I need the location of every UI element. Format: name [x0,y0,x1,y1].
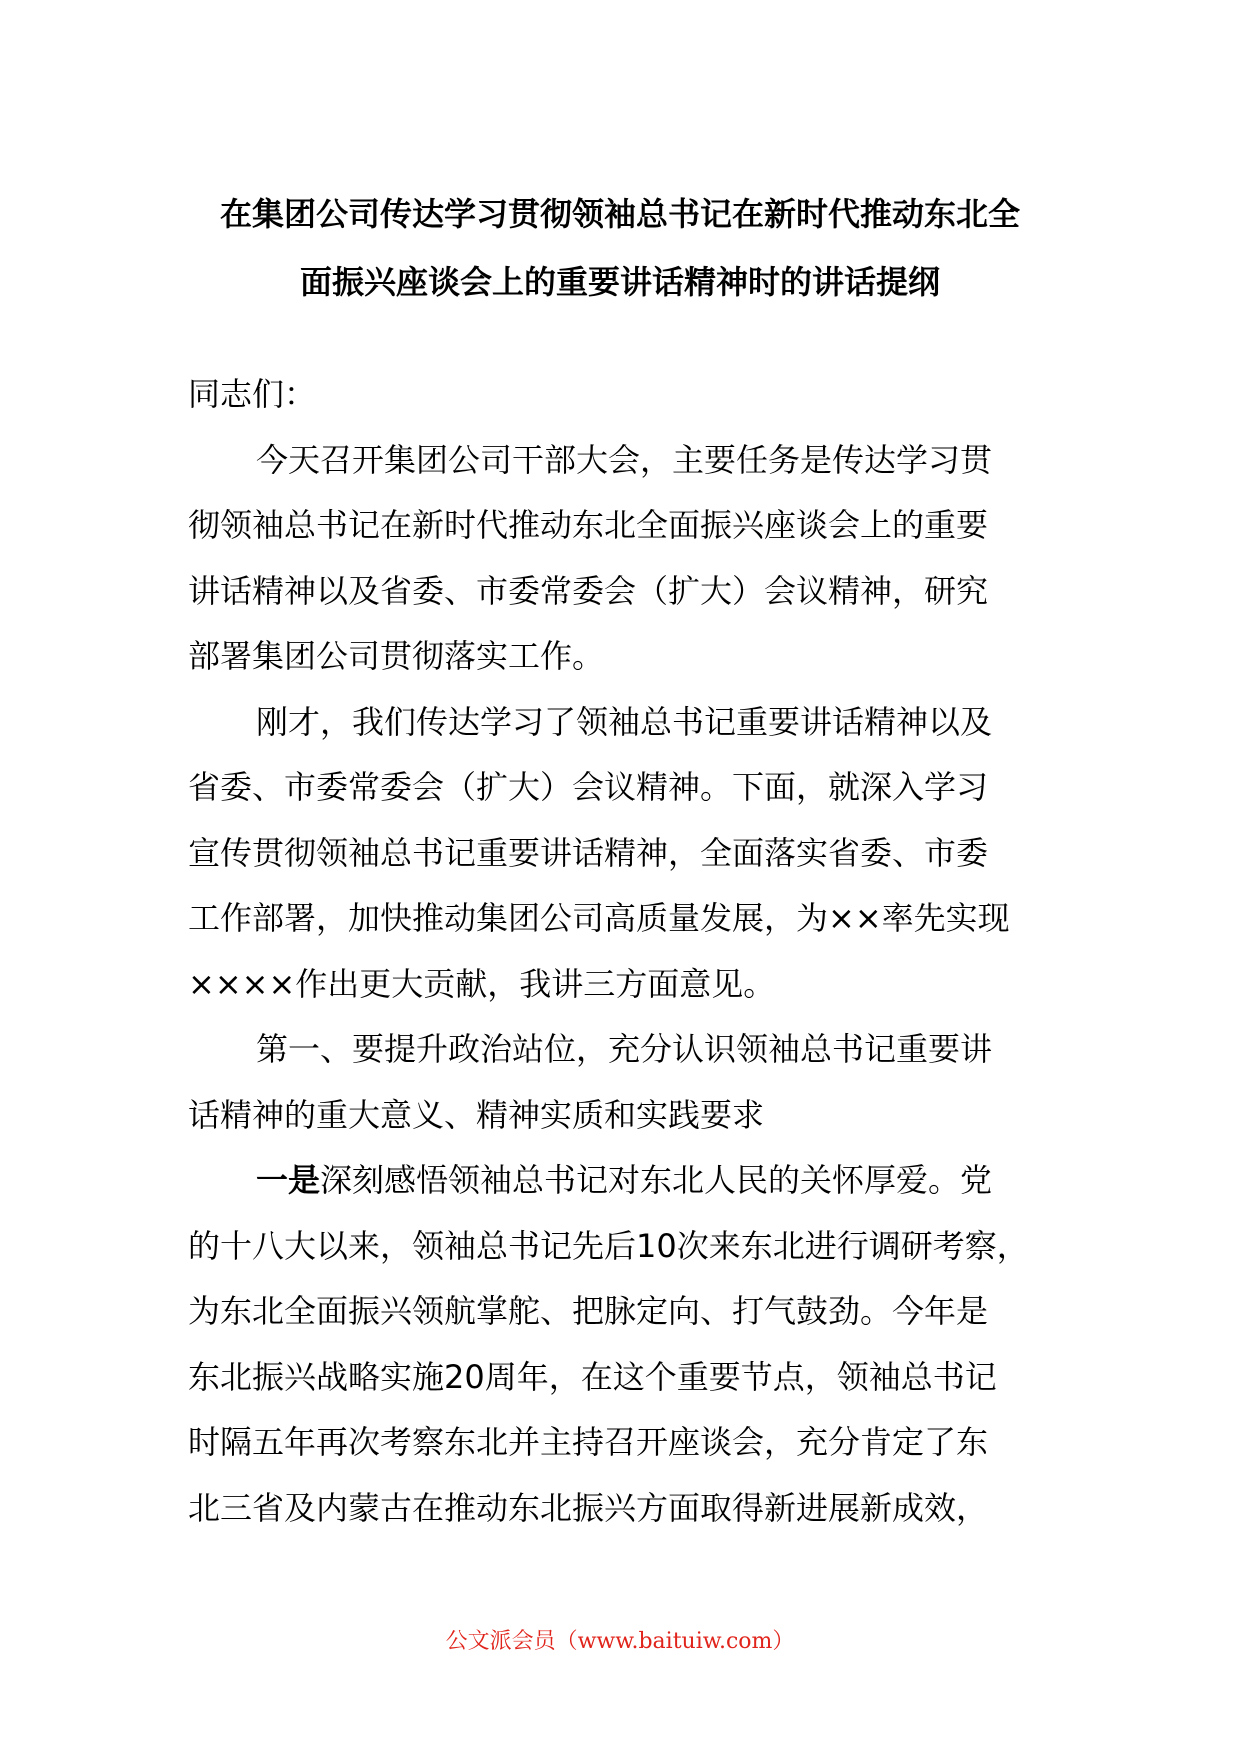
paragraph-line: 时隔五年再次考察东北并主持召开座谈会，充分肯定了东 [188,1423,989,1461]
paragraph-line: 部署集团公司贯彻落实工作。 [188,637,605,675]
point-text: 深刻感悟领袖总书记对东北人民的关怀厚爱。党 [320,1161,993,1199]
title-line: 面振兴座谈会上的重要讲话精神时的讲话提纲 [299,263,940,301]
section-heading-line: 话精神的重大意义、精神实质和实践要求 [188,1095,765,1134]
footer-watermark: 公文派会员（www.baituiw.com） [445,1629,795,1654]
paragraph-line: 彻领袖总书记在新时代推动东北全面振兴座谈会上的重要 [188,506,989,544]
paragraph-line [188,1148,1068,1214]
paragraph-line: ××××作出更大贡献，我讲三方面意见。 [188,964,776,1003]
paragraph-line: 宣传贯彻领袖总书记重要讲话精神，全面落实省委、市委 [188,833,989,872]
document-title [180,180,1060,316]
paragraph-line: 北三省及内蒙古在推动东北振兴方面取得新进展新成效， [188,1488,989,1527]
paragraph-line: 省委、市委常委会（扩大）会议精神。下面，就深入学习 [188,768,989,806]
salutation: 同志们： [188,375,317,413]
title-line: 在集团公司传达学习贯彻领袖总书记在新时代推动东北全 [219,195,1020,233]
paragraph-line: 讲话精神以及省委、市委常委会（扩大）会议精神，研究 [188,571,989,610]
point-label: 一是 [256,1161,321,1199]
section-heading-line: 第一、要提升政治站位，充分认识领袖总书记重要讲 [256,1030,993,1068]
paragraph-line: 工作部署，加快推动集团公司高质量发展，为××率先实现 [188,899,1010,937]
paragraph-line: 的十八大以来，领袖总书记先后10次来东北进行调研考察， [188,1226,1029,1265]
paragraph-line: 东北振兴战略实施20周年，在这个重要节点，领袖总书记 [188,1357,997,1396]
document-body [188,362,1068,1541]
paragraph-line: 刚才，我们传达学习了领袖总书记重要讲话精神以及 [256,702,993,741]
paragraph-line: 为东北全面振兴领航掌舵、把脉定向、打气鼓劲。今年是 [188,1292,989,1330]
paragraph-line: 今天召开集团公司干部大会，主要任务是传达学习贯 [256,440,993,479]
